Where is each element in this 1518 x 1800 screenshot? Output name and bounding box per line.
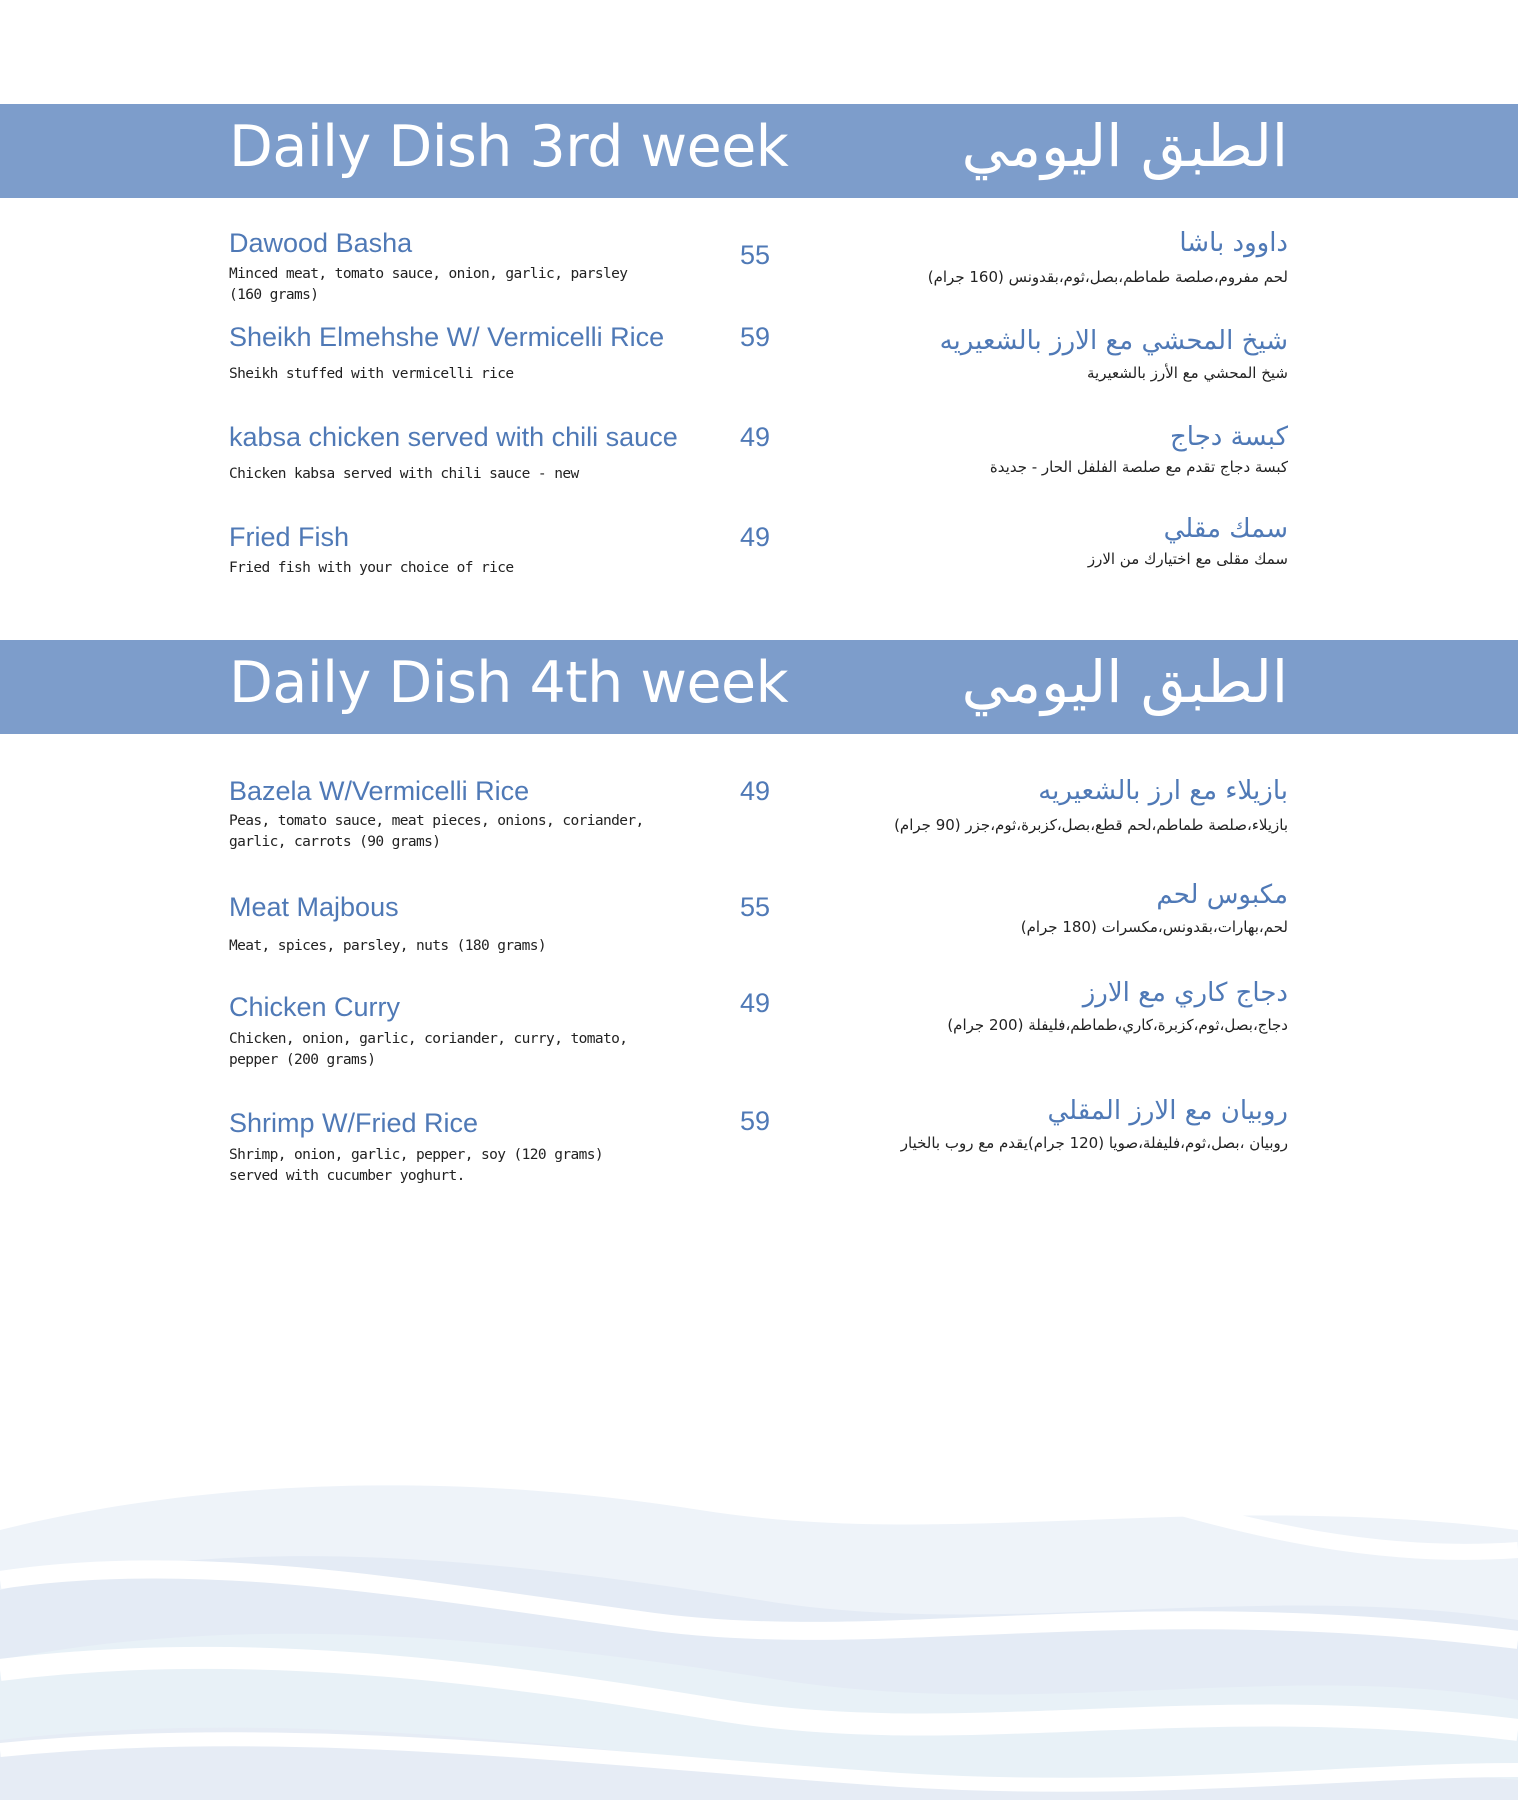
dish-description-ar: دجاج،بصل،ثوم،كزبرة،كاري،طماطم،فليفلة (200 جرام) — [947, 1016, 1288, 1034]
dish-name-ar: مكبوس لحم — [1156, 880, 1288, 910]
dish-description-ar: سمك مقلى مع اختيارك من الارز — [1087, 550, 1288, 568]
dish-name-ar: بازيلاء مع ارز بالشعيريه — [1038, 776, 1288, 806]
dish-name-en: Bazela W/Vermicelli Rice — [229, 776, 530, 806]
dish-name-en: Shrimp W/Fried Rice — [229, 1108, 479, 1138]
dish-description-en: Shrimp, onion, garlic, pepper, soy (120 grams) served with cucumber yoghurt. — [229, 1147, 603, 1184]
dish-description-en: Peas, tomato sauce, meat pieces, onions, coriander, garlic, carrots (90 grams) — [229, 813, 644, 850]
dish-price: 55 — [740, 240, 771, 270]
dish-name-en: Dawood Basha — [229, 228, 413, 258]
dish-description-ar: بازيلاء،صلصة طماطم،لحم قطع،بصل،كزبرة،ثوم،جزر (90 جرام) — [894, 816, 1288, 834]
section-header-band — [0, 640, 1518, 734]
dish-name-ar: داوود باشا — [1179, 228, 1288, 258]
dish-name-ar: سمك مقلي — [1163, 514, 1288, 544]
dish-description-ar: كبسة دجاج تقدم مع صلصة الفلفل الحار - جديدة — [989, 458, 1288, 476]
section-title-ar: الطبق اليومي — [961, 112, 1288, 180]
dish-description-en: Minced meat, tomato sauce, onion, garlic, parsley (160 grams) — [229, 266, 628, 303]
dish-name-ar: روبيان مع الارز المقلي — [1047, 1096, 1288, 1126]
dish-name-en: kabsa chicken served with chili sauce — [229, 422, 678, 452]
dish-name-en: Meat Majbous — [229, 892, 399, 922]
dish-description-ar: شيخ المحشي مع الأرز بالشعيرية — [1086, 364, 1288, 382]
dish-name-ar: دجاج كاري مع الارز — [1082, 978, 1288, 1008]
dish-name-ar: كبسة دجاج — [1170, 422, 1288, 452]
dish-price: 49 — [740, 422, 771, 452]
section-title-en: Daily Dish 4th week — [229, 650, 789, 716]
dish-description-en: Chicken, onion, garlic, coriander, curry, tomato, pepper (200 grams) — [229, 1031, 628, 1068]
dish-name-en: Fried Fish — [229, 522, 350, 552]
section-title-ar: الطبق اليومي — [961, 648, 1288, 716]
dish-price: 59 — [740, 1106, 771, 1136]
dish-name-en: Chicken Curry — [229, 992, 401, 1022]
dish-description-ar: روبيان ،بصل،ثوم،فليفلة،صويا (120 جرام)يقدم مع روب بالخيار — [900, 1134, 1288, 1152]
dish-price: 49 — [740, 776, 771, 806]
dish-description-en: Sheikh stuffed with vermicelli rice — [229, 366, 514, 382]
dish-price: 49 — [740, 522, 771, 552]
dish-description-en: Chicken kabsa served with chili sauce - new — [229, 466, 579, 482]
dish-price: 49 — [740, 988, 771, 1018]
dish-price: 55 — [740, 892, 771, 922]
dish-name-ar: شيخ المحشي مع الارز بالشعيريه — [939, 326, 1288, 356]
dish-name-en: Sheikh Elmehshe W/ Vermicelli Rice — [229, 322, 665, 352]
dish-price: 59 — [740, 322, 771, 352]
dish-description-en: Meat, spices, parsley, nuts (180 grams) — [229, 938, 547, 954]
section-header-band — [0, 104, 1518, 198]
dish-description-ar: لحم مفروم،صلصة طماطم،بصل،ثوم،بقدونس (160 جرام) — [927, 268, 1288, 286]
section-title-en: Daily Dish 3rd week — [229, 114, 789, 180]
decorative-waves — [0, 1470, 1518, 1800]
dish-description-ar: لحم،بهارات،بقدونس،مكسرات (180 جرام) — [1020, 918, 1288, 936]
dish-description-en: Fried fish with your choice of rice — [229, 560, 514, 576]
